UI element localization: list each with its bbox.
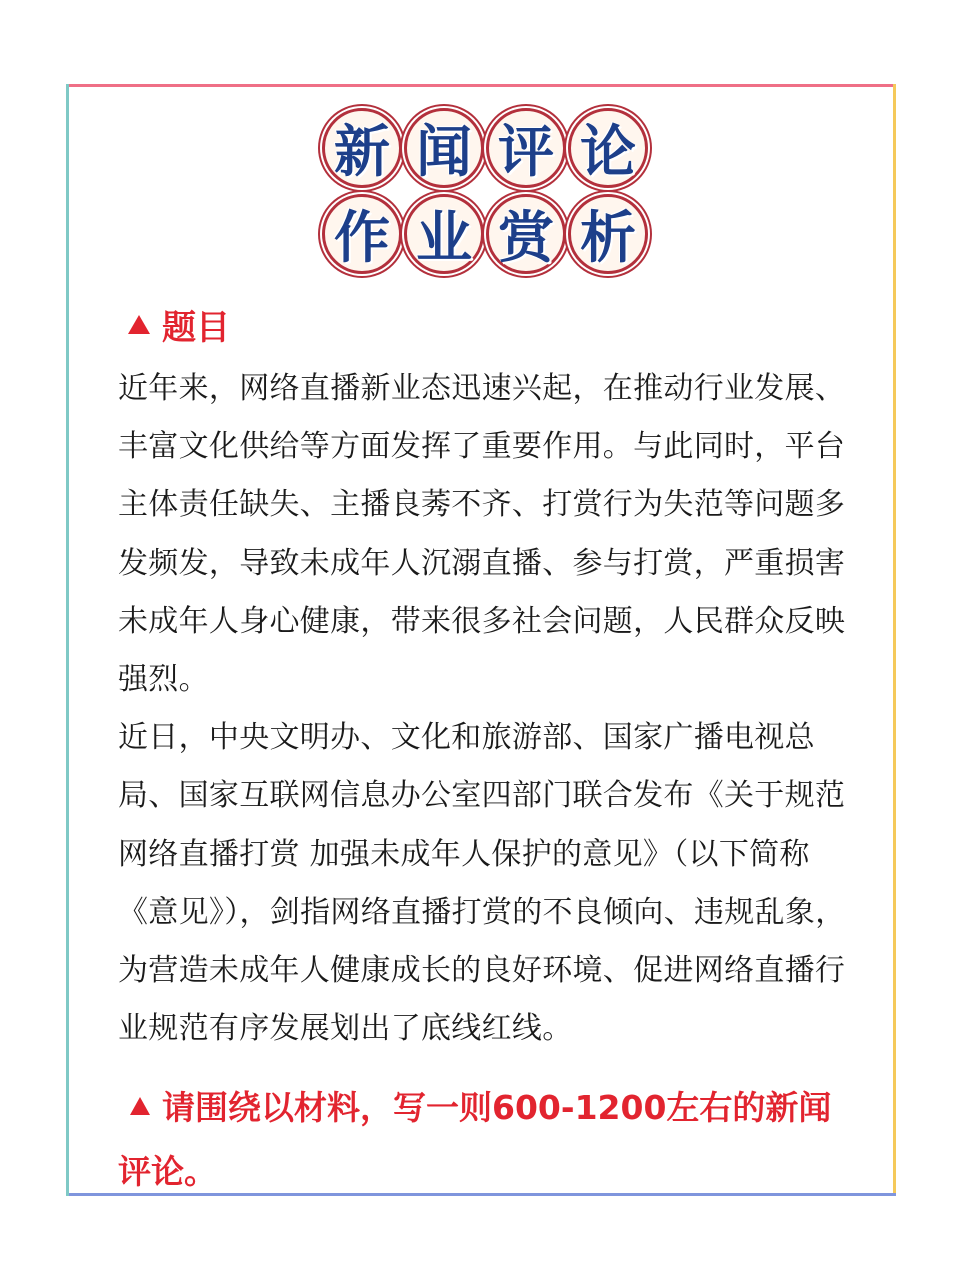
page-title [322, 108, 652, 280]
section-heading [128, 302, 230, 346]
frame-top-edge [66, 84, 896, 87]
frame-right-edge [893, 84, 896, 1196]
title-char: 论 [568, 108, 648, 188]
title-char: 作 [322, 194, 402, 274]
paragraph: 近日，中央文明办、文化和旅游部、国家广播电视总局、国家互联网信息办公室四部门联合发布《关于规范网络直播打赏 加强未成年人保护的意见》（以下简称《意见》），剑指网络直播打赏的不良倾向、违规乱象，为营造未成年人健康成长的良好环境、促进网络直播行业规范有序发展划出了底线红线。 [118, 720, 846, 1047]
frame-left-edge [66, 84, 69, 1196]
question-body [118, 360, 858, 1058]
title-row-2 [322, 194, 652, 278]
triangle-marker-icon [130, 1097, 150, 1115]
task-text: 请围绕以材料，写一则600-1200左右的新闻评论。 [118, 1088, 832, 1191]
title-char: 闻 [404, 108, 484, 188]
title-char: 赏 [486, 194, 566, 274]
paragraph: 近年来，网络直播新业态迅速兴起，在推动行业发展、丰富文化供给等方面发挥了重要作用。与此同时，平台主体责任缺失、主播良莠不齐、打赏行为失范等问题多发频发，导致未成年人沉溺直播、参与打赏，严重损害未成年人身心健康，带来很多社会问题，人民群众反映强烈。 [118, 371, 846, 698]
title-char: 析 [568, 194, 648, 274]
section-heading-label: 题目 [162, 307, 230, 348]
title-char: 评 [486, 108, 566, 188]
title-row-1 [322, 108, 652, 192]
title-char: 新 [322, 108, 402, 188]
triangle-marker-icon [128, 315, 150, 334]
task-instruction [118, 1076, 858, 1204]
title-char: 业 [404, 194, 484, 274]
